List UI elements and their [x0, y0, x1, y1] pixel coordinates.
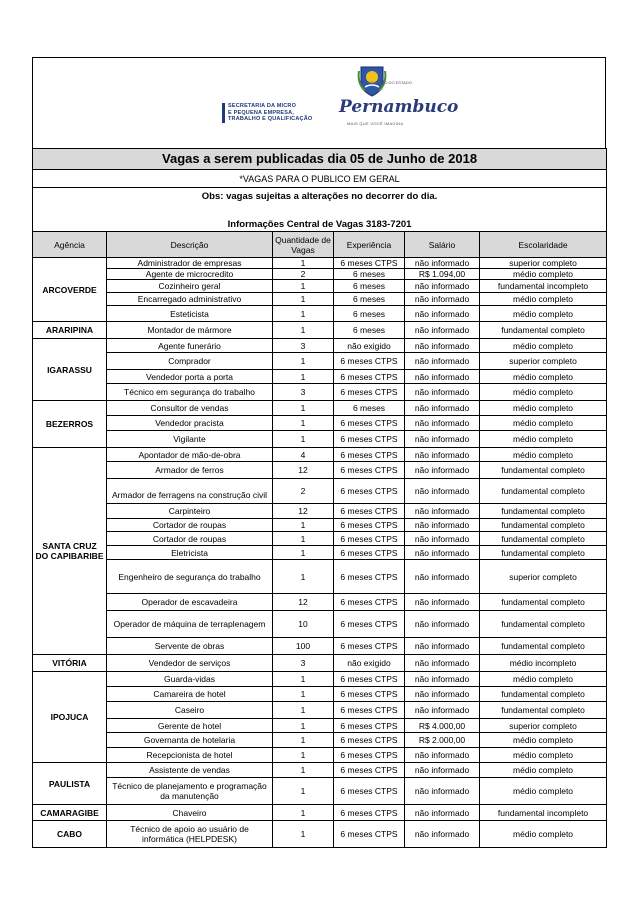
- descricao-cell: Montador de mármore: [107, 322, 273, 339]
- table-row: [33, 416, 607, 431]
- quantidade-cell: 1: [273, 370, 334, 384]
- table-row: [33, 258, 607, 269]
- descricao-cell: Técnico de apoio ao usuário de informática (HELPDESK): [107, 821, 273, 848]
- secretaria-bar-icon: [222, 103, 225, 123]
- descricao-cell: Consultor de vendas: [107, 401, 273, 416]
- escolaridade-cell: médio completo: [480, 269, 607, 280]
- salario-cell: não informado: [405, 560, 480, 594]
- quantidade-cell: 100: [273, 638, 334, 655]
- table-row: [33, 748, 607, 763]
- quantidade-cell: 1: [273, 778, 334, 805]
- table-row: [33, 401, 607, 416]
- quantidade-cell: 1: [273, 322, 334, 339]
- escolaridade-cell: fundamental completo: [480, 519, 607, 532]
- table-row: [33, 293, 607, 306]
- experiencia-cell: 6 meses CTPS: [334, 638, 405, 655]
- quantidade-cell: 1: [273, 258, 334, 269]
- descricao-cell: Chaveiro: [107, 805, 273, 821]
- experiencia-cell: 6 meses CTPS: [334, 448, 405, 462]
- salario-cell: R$ 1.094,00: [405, 269, 480, 280]
- table-row: [33, 778, 607, 805]
- experiencia-cell: 6 meses: [334, 322, 405, 339]
- salario-cell: não informado: [405, 504, 480, 519]
- descricao-cell: Gerente de hotel: [107, 719, 273, 733]
- experiencia-cell: 6 meses CTPS: [334, 532, 405, 546]
- table-row: [33, 655, 607, 672]
- escolaridade-cell: médio completo: [480, 370, 607, 384]
- salario-cell: não informado: [405, 462, 480, 479]
- header-salario: Salário: [405, 232, 480, 258]
- experiencia-cell: 6 meses: [334, 306, 405, 322]
- escolaridade-cell: superior completo: [480, 560, 607, 594]
- descricao-cell: Cozinheiro geral: [107, 280, 273, 293]
- salario-cell: não informado: [405, 655, 480, 672]
- table-row: [33, 763, 607, 778]
- quantidade-cell: 1: [273, 280, 334, 293]
- experiencia-cell: 6 meses CTPS: [334, 733, 405, 748]
- table-row: [33, 479, 607, 504]
- experiencia-cell: 6 meses: [334, 401, 405, 416]
- agencia-cell: IPOJUCA: [33, 672, 107, 763]
- salario-cell: não informado: [405, 672, 480, 687]
- quantidade-cell: 1: [273, 805, 334, 821]
- escolaridade-cell: médio completo: [480, 416, 607, 431]
- salario-cell: não informado: [405, 594, 480, 611]
- experiencia-cell: 6 meses CTPS: [334, 479, 405, 504]
- salario-cell: não informado: [405, 448, 480, 462]
- escolaridade-cell: fundamental completo: [480, 546, 607, 560]
- escolaridade-cell: fundamental incompleto: [480, 280, 607, 293]
- table-row: [33, 702, 607, 719]
- escolaridade-cell: fundamental completo: [480, 504, 607, 519]
- quantidade-cell: 1: [273, 821, 334, 848]
- quantidade-cell: 1: [273, 702, 334, 719]
- table-row: [33, 519, 607, 532]
- experiencia-cell: 6 meses CTPS: [334, 748, 405, 763]
- table-row: [33, 370, 607, 384]
- salario-cell: não informado: [405, 322, 480, 339]
- experiencia-cell: não exigido: [334, 339, 405, 353]
- table-row: [33, 638, 607, 655]
- salario-cell: não informado: [405, 258, 480, 269]
- salario-cell: não informado: [405, 339, 480, 353]
- salario-cell: R$ 2.000,00: [405, 733, 480, 748]
- quantidade-cell: 10: [273, 611, 334, 638]
- quantidade-cell: 12: [273, 594, 334, 611]
- logo-banner: [32, 57, 606, 148]
- escolaridade-cell: médio incompleto: [480, 655, 607, 672]
- table-row: [33, 546, 607, 560]
- descricao-cell: Vendedor porta a porta: [107, 370, 273, 384]
- experiencia-cell: 6 meses CTPS: [334, 560, 405, 594]
- descricao-cell: Agente de microcredito: [107, 269, 273, 280]
- salario-cell: não informado: [405, 821, 480, 848]
- escolaridade-cell: fundamental completo: [480, 687, 607, 702]
- descricao-cell: Armador de ferros: [107, 462, 273, 479]
- pe-gov-text: GOVERNO DO ESTADO: [367, 80, 412, 85]
- experiencia-cell: 6 meses CTPS: [334, 258, 405, 269]
- table-row: [33, 611, 607, 638]
- table-row: [33, 462, 607, 479]
- escolaridade-cell: médio completo: [480, 306, 607, 322]
- agencia-cell: BEZERROS: [33, 401, 107, 448]
- experiencia-cell: 6 meses CTPS: [334, 702, 405, 719]
- quantidade-cell: 2: [273, 479, 334, 504]
- quantidade-cell: 1: [273, 687, 334, 702]
- descricao-cell: Operador de máquina de terraplenagem: [107, 611, 273, 638]
- escolaridade-cell: fundamental completo: [480, 594, 607, 611]
- quantidade-cell: 1: [273, 353, 334, 370]
- table-row: [33, 805, 607, 821]
- descricao-cell: Vendedor de serviços: [107, 655, 273, 672]
- escolaridade-cell: fundamental completo: [480, 462, 607, 479]
- table-row: [33, 560, 607, 594]
- experiencia-cell: 6 meses CTPS: [334, 519, 405, 532]
- header-descricao: Descrição: [107, 232, 273, 258]
- salario-cell: não informado: [405, 293, 480, 306]
- agencia-cell: PAULISTA: [33, 763, 107, 805]
- descricao-cell: Servente de obras: [107, 638, 273, 655]
- table-row: [33, 672, 607, 687]
- descricao-cell: Carpinteiro: [107, 504, 273, 519]
- table-row: [33, 384, 607, 401]
- salario-cell: não informado: [405, 778, 480, 805]
- escolaridade-cell: médio completo: [480, 293, 607, 306]
- salario-cell: não informado: [405, 519, 480, 532]
- secretaria-line: E PEQUENA EMPRESA,: [228, 109, 295, 116]
- escolaridade-cell: fundamental incompleto: [480, 805, 607, 821]
- quantidade-cell: 1: [273, 748, 334, 763]
- escolaridade-cell: médio completo: [480, 733, 607, 748]
- salario-cell: não informado: [405, 431, 480, 448]
- salario-cell: não informado: [405, 805, 480, 821]
- experiencia-cell: 6 meses CTPS: [334, 611, 405, 638]
- quantidade-cell: 1: [273, 546, 334, 560]
- experiencia-cell: 6 meses CTPS: [334, 763, 405, 778]
- quantidade-cell: 3: [273, 339, 334, 353]
- secretaria-line: TRABALHO E QUALIFICAÇÃO: [228, 116, 313, 122]
- table-row: [33, 504, 607, 519]
- info-phone: Informações Central de Vagas 3183-7201: [33, 218, 607, 232]
- descricao-cell: Encarregado administrativo: [107, 293, 273, 306]
- descricao-cell: Armador de ferragens na construção civil: [107, 479, 273, 504]
- header-row: [33, 232, 607, 258]
- header-escolaridade: Escolaridade: [480, 232, 607, 258]
- quantidade-cell: 3: [273, 655, 334, 672]
- experiencia-cell: 6 meses CTPS: [334, 370, 405, 384]
- table-row: [33, 280, 607, 293]
- pe-slogan: MAIS QUE VOCÊ IMAGINA: [347, 121, 404, 126]
- salario-cell: não informado: [405, 702, 480, 719]
- escolaridade-cell: fundamental completo: [480, 322, 607, 339]
- escolaridade-cell: médio completo: [480, 821, 607, 848]
- pe-wordmark: Pernambuco: [339, 97, 459, 117]
- obs-note: Obs: vagas sujeitas a alterações no decorrer do dia.: [33, 188, 607, 206]
- descricao-cell: Recepcionista de hotel: [107, 748, 273, 763]
- descricao-cell: Comprador: [107, 353, 273, 370]
- escolaridade-cell: médio completo: [480, 339, 607, 353]
- escolaridade-cell: fundamental completo: [480, 479, 607, 504]
- descricao-cell: Caseiro: [107, 702, 273, 719]
- table-row: [33, 719, 607, 733]
- pernambuco-logo: [333, 63, 459, 133]
- secretaria-line: SECRETARIA DA MICRO: [228, 103, 297, 109]
- descricao-cell: Vigilante: [107, 431, 273, 448]
- quantidade-cell: 1: [273, 401, 334, 416]
- descricao-cell: Cortador de roupas: [107, 532, 273, 546]
- agencia-cell: IGARASSU: [33, 339, 107, 401]
- experiencia-cell: 6 meses CTPS: [334, 687, 405, 702]
- experiencia-cell: não exigido: [334, 655, 405, 672]
- table-row: [33, 339, 607, 353]
- salario-cell: não informado: [405, 416, 480, 431]
- agencia-cell: ARCOVERDE: [33, 258, 107, 322]
- salario-cell: não informado: [405, 638, 480, 655]
- quantidade-cell: 1: [273, 672, 334, 687]
- quantidade-cell: 3: [273, 384, 334, 401]
- table-row: [33, 306, 607, 322]
- experiencia-cell: 6 meses: [334, 280, 405, 293]
- experiencia-cell: 6 meses CTPS: [334, 821, 405, 848]
- agencia-cell: CABO: [33, 821, 107, 848]
- table-row: [33, 821, 607, 848]
- table-row: [33, 431, 607, 448]
- escolaridade-cell: fundamental completo: [480, 611, 607, 638]
- page-title: Vagas a serem publicadas dia 05 de Junho de 2018: [33, 149, 607, 170]
- experiencia-cell: 6 meses CTPS: [334, 672, 405, 687]
- descricao-cell: Engenheiro de segurança do trabalho: [107, 560, 273, 594]
- escolaridade-cell: médio completo: [480, 384, 607, 401]
- descricao-cell: Assistente de vendas: [107, 763, 273, 778]
- salario-cell: não informado: [405, 546, 480, 560]
- escolaridade-cell: superior completo: [480, 258, 607, 269]
- experiencia-cell: 6 meses CTPS: [334, 594, 405, 611]
- descricao-cell: Operador de escavadeira: [107, 594, 273, 611]
- quantidade-cell: 2: [273, 269, 334, 280]
- table-row: [33, 687, 607, 702]
- quantidade-cell: 12: [273, 504, 334, 519]
- descricao-cell: Administrador de empresas: [107, 258, 273, 269]
- escolaridade-cell: superior completo: [480, 353, 607, 370]
- quantidade-cell: 1: [273, 519, 334, 532]
- secretaria-logo: [228, 103, 338, 123]
- descricao-cell: Eletricista: [107, 546, 273, 560]
- experiencia-cell: 6 meses CTPS: [334, 504, 405, 519]
- escolaridade-cell: fundamental completo: [480, 532, 607, 546]
- descricao-cell: Guarda-vidas: [107, 672, 273, 687]
- descricao-cell: Vendedor pracista: [107, 416, 273, 431]
- experiencia-cell: 6 meses CTPS: [334, 719, 405, 733]
- escolaridade-cell: médio completo: [480, 748, 607, 763]
- descricao-cell: Esteticista: [107, 306, 273, 322]
- spacer: [33, 205, 607, 218]
- table-row: [33, 733, 607, 748]
- descricao-cell: Camareira de hotel: [107, 687, 273, 702]
- quantidade-cell: 1: [273, 733, 334, 748]
- experiencia-cell: 6 meses CTPS: [334, 431, 405, 448]
- experiencia-cell: 6 meses CTPS: [334, 546, 405, 560]
- agencia-cell: SANTA CRUZ DO CAPIBARIBE: [33, 448, 107, 655]
- salario-cell: não informado: [405, 401, 480, 416]
- salario-cell: não informado: [405, 763, 480, 778]
- quantidade-cell: 4: [273, 448, 334, 462]
- experiencia-cell: 6 meses: [334, 293, 405, 306]
- quantidade-cell: 1: [273, 293, 334, 306]
- escolaridade-cell: fundamental completo: [480, 638, 607, 655]
- experiencia-cell: 6 meses CTPS: [334, 805, 405, 821]
- header-agencia: Agência: [33, 232, 107, 258]
- descricao-cell: Governanta de hotelaria: [107, 733, 273, 748]
- salario-cell: não informado: [405, 353, 480, 370]
- salario-cell: não informado: [405, 532, 480, 546]
- escolaridade-cell: médio completo: [480, 448, 607, 462]
- table-row: [33, 353, 607, 370]
- header-quantidade: Quantidade de Vagas: [273, 232, 334, 258]
- escolaridade-cell: médio completo: [480, 401, 607, 416]
- descricao-cell: Apontador de mão-de-obra: [107, 448, 273, 462]
- salario-cell: não informado: [405, 687, 480, 702]
- header-experiencia: Experiência: [334, 232, 405, 258]
- quantidade-cell: 12: [273, 462, 334, 479]
- escolaridade-cell: médio completo: [480, 431, 607, 448]
- subtitle: *VAGAS PARA O PUBLICO EM GERAL: [33, 170, 607, 188]
- escolaridade-cell: médio completo: [480, 763, 607, 778]
- quantidade-cell: 1: [273, 306, 334, 322]
- agencia-cell: ARARIPINA: [33, 322, 107, 339]
- descricao-cell: Técnico em segurança do trabalho: [107, 384, 273, 401]
- descricao-cell: Agente funerário: [107, 339, 273, 353]
- table-row: [33, 448, 607, 462]
- vagas-sheet: [32, 57, 606, 848]
- salario-cell: não informado: [405, 611, 480, 638]
- descricao-cell: Técnico de planejamento e programação da manutenção: [107, 778, 273, 805]
- quantidade-cell: 1: [273, 431, 334, 448]
- experiencia-cell: 6 meses CTPS: [334, 353, 405, 370]
- escolaridade-cell: fundamental completo: [480, 702, 607, 719]
- salario-cell: não informado: [405, 479, 480, 504]
- salario-cell: não informado: [405, 748, 480, 763]
- quantidade-cell: 1: [273, 416, 334, 431]
- escolaridade-cell: médio completo: [480, 778, 607, 805]
- table-row: [33, 269, 607, 280]
- salario-cell: não informado: [405, 384, 480, 401]
- salario-cell: não informado: [405, 306, 480, 322]
- quantidade-cell: 1: [273, 560, 334, 594]
- agencia-cell: CAMARAGIBE: [33, 805, 107, 821]
- quantidade-cell: 1: [273, 719, 334, 733]
- table-row: [33, 594, 607, 611]
- escolaridade-cell: médio completo: [480, 672, 607, 687]
- agencia-cell: VITÓRIA: [33, 655, 107, 672]
- table-row: [33, 322, 607, 339]
- table-row: [33, 532, 607, 546]
- quantidade-cell: 1: [273, 532, 334, 546]
- salario-cell: R$ 4.000,00: [405, 719, 480, 733]
- experiencia-cell: 6 meses CTPS: [334, 462, 405, 479]
- vagas-table: [32, 148, 607, 848]
- experiencia-cell: 6 meses CTPS: [334, 778, 405, 805]
- experiencia-cell: 6 meses: [334, 269, 405, 280]
- experiencia-cell: 6 meses CTPS: [334, 384, 405, 401]
- salario-cell: não informado: [405, 280, 480, 293]
- escolaridade-cell: superior completo: [480, 719, 607, 733]
- descricao-cell: Cortador de roupas: [107, 519, 273, 532]
- experiencia-cell: 6 meses CTPS: [334, 416, 405, 431]
- salario-cell: não informado: [405, 370, 480, 384]
- quantidade-cell: 1: [273, 763, 334, 778]
